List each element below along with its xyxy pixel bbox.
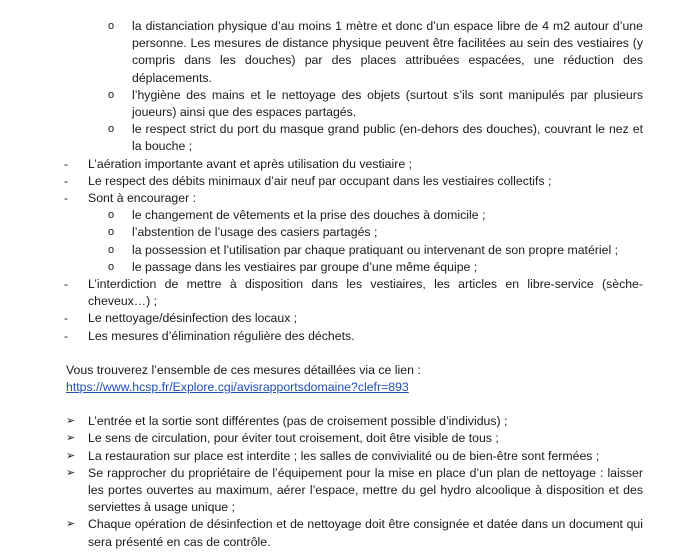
list-item: - L’interdiction de mettre à disposition dans les vestiaires, les articles en libre-service (sèche-cheveux…) ; xyxy=(64,277,643,309)
list-item: o la distanciation physique d’au moins 1 mètre et donc d’un espace libre de 4 m2 autour d’une personne. Les mesures de distance physique peuvent être facilitées au sein des vestiaires (y compris dans les douches) par des places attribuées espacées, une réduction des déplacements. xyxy=(108,19,643,85)
circle-bullet-icon: o xyxy=(108,209,115,222)
list-item: - Sont à encourager : xyxy=(88,190,643,207)
circle-bullet-icon: o xyxy=(108,88,115,101)
circle-bullet-icon: o xyxy=(108,260,115,273)
arrow-bullet-icon: ➢ xyxy=(66,466,76,479)
circle-bullet-icon: o xyxy=(108,243,115,256)
list-item: o l’abstention de l’usage des casiers partagés ; xyxy=(132,224,643,241)
arrow-bullet-icon: ➢ xyxy=(66,518,76,531)
arrow-list xyxy=(0,413,685,551)
list-item: o le respect strict du port du masque grand public (en-dehors des douches), couvrant le nez et la bouche ; xyxy=(108,122,643,154)
list-item: o le passage dans les vestiaires par groupe d’une même équipe ; xyxy=(132,259,643,276)
circle-bullet-icon: o xyxy=(108,123,115,136)
dash-bullet-icon: - xyxy=(64,156,69,171)
arrow-bullet-icon: ➢ xyxy=(66,432,76,445)
encourage-sublist xyxy=(0,207,685,276)
dash-bullet-icon: - xyxy=(64,191,69,206)
list-item: o la possession et l’utilisation par chaque pratiquant ou intervenant de son propre matériel ; xyxy=(132,242,643,259)
circle-bullet-icon: o xyxy=(108,20,115,32)
measures-sublist xyxy=(0,18,685,156)
list-item: ➢ Se rapprocher du propriétaire de l’équipement pour la mise en place d’un plan de nettoyage : laisser les portes ouvertes au maximum, aérer l’espace, mettre du gel hydro alcoolique à disposition et des serviettes à usage unique ; xyxy=(66,465,643,515)
list-item: - Le nettoyage/désinfection des locaux ; xyxy=(88,310,643,327)
arrow-bullet-icon: ➢ xyxy=(66,415,76,428)
info-text: Vous trouverez l’ensemble de ces mesures détaillées via ce lien : xyxy=(66,362,421,377)
hcsp-link[interactable]: https://www.hcsp.fr/Explore.cgi/avisrapportsdomaine?clefr=893 xyxy=(66,380,409,395)
list-item: ➢ Chaque opération de désinfection et de nettoyage doit être consignée et datée dans un document qui sera présenté en cas de contrôle. xyxy=(66,517,643,549)
list-item: - Les mesures d’élimination régulière des déchets. xyxy=(88,328,643,345)
spacer xyxy=(0,345,685,362)
dash-list-b xyxy=(0,276,685,345)
list-item: - L’aération importante avant et après utilisation du vestiaire ; xyxy=(88,156,643,173)
list-item: o l’hygiène des mains et le nettoyage des objets (surtout s’ils sont manipulés par plusieurs joueurs) ainsi que des espaces partagés. xyxy=(108,87,643,120)
list-item: ➢ La restauration sur place est interdite ; les salles de convivialité ou de bien-être sont fermées ; xyxy=(88,448,643,465)
dash-bullet-icon: - xyxy=(64,311,69,326)
dash-bullet-icon: - xyxy=(64,328,69,343)
spacer xyxy=(0,396,685,413)
list-item: - Le respect des débits minimaux d’air neuf par occupant dans les vestiaires collectifs ; xyxy=(88,173,643,190)
dash-bullet-icon: - xyxy=(64,173,69,188)
info-paragraph xyxy=(66,362,643,396)
dash-list-a xyxy=(0,156,685,208)
list-item: ➢ L’entrée et la sortie sont différentes (pas de croisement possible d’individus) ; xyxy=(88,413,643,430)
list-item: o le changement de vêtements et la prise des douches à domicile ; xyxy=(132,207,643,224)
list-item: ➢ Le sens de circulation, pour éviter tout croisement, doit être visible de tous ; xyxy=(88,430,643,447)
dash-bullet-icon: - xyxy=(64,277,69,292)
arrow-bullet-icon: ➢ xyxy=(66,449,76,462)
circle-bullet-icon: o xyxy=(108,226,115,239)
